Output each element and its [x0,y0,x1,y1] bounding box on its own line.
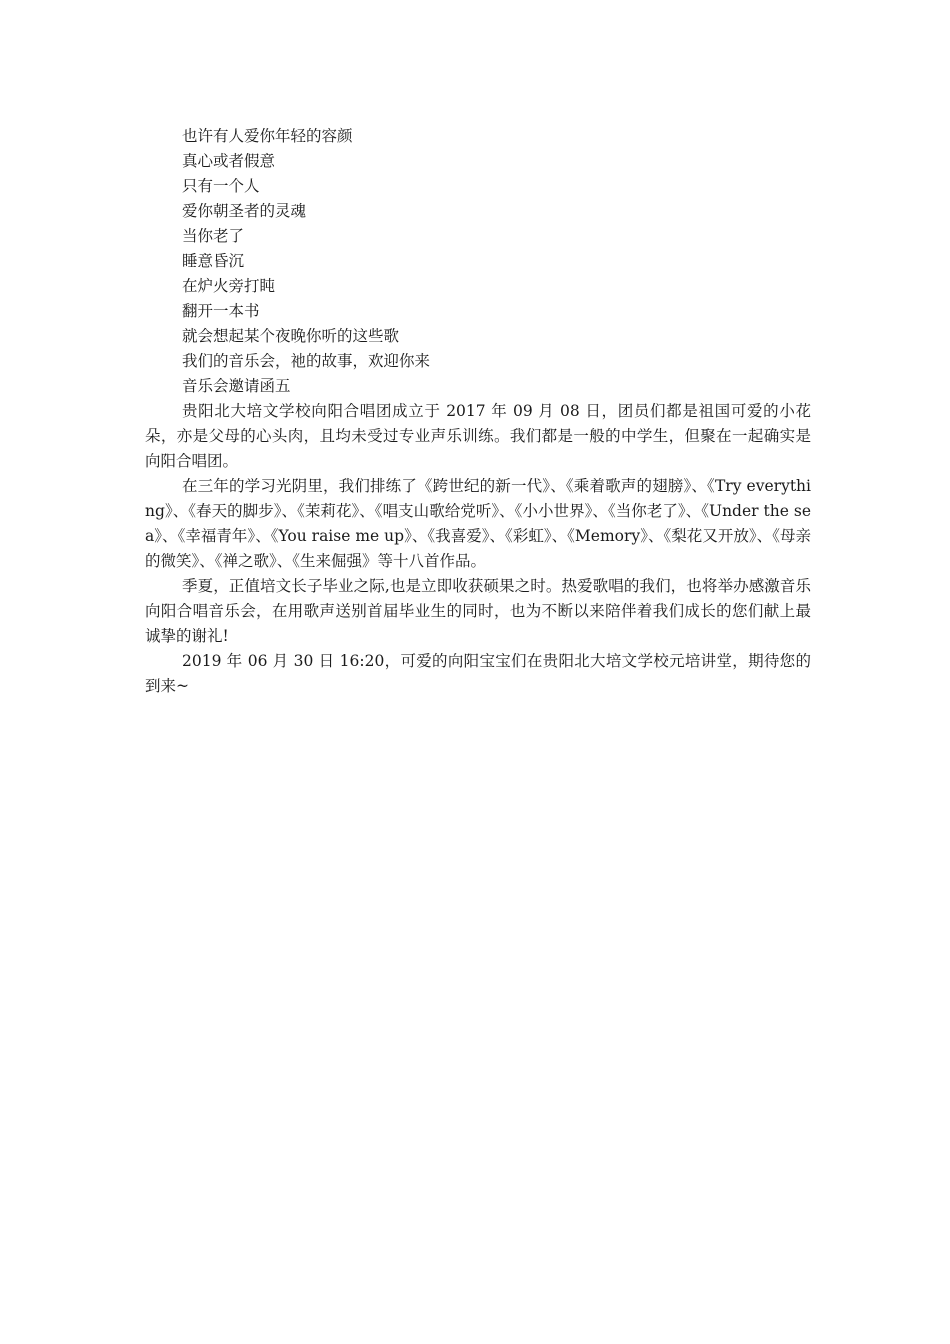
intro-paragraph: 贵阳北大培文学校向阳合唱团成立于 2017 年 09 月 08 日，团员们都是祖国可爱的小花朵，亦是父母的心头肉，且均未受过专业声乐训练。我们都是一般的中学生，但聚在一起确实是向阳合唱团。 [145,402,811,470]
invitation-paragraph: 2019 年 06 月 30 日 16:20，可爱的向阳宝宝们在贵阳北大培文学校元培讲堂，期待您的到来~ [145,652,811,695]
poem-line: 真心或者假意 [182,152,276,170]
poem-line: 翻开一本书 [182,302,260,320]
poem-line: 也许有人爱你年轻的容颜 [182,127,353,145]
poem-line: 就会想起某个夜晚你听的这些歌 [182,327,400,345]
poem-line: 在炉火旁打盹 [182,277,276,295]
poem-line: 当你老了 [182,227,245,245]
section-title: 音乐会邀请函五 [182,377,291,395]
poem-line: 爱你朝圣者的灵魂 [182,202,307,220]
document-body [145,124,811,699]
poem-line: 睡意昏沉 [182,252,245,270]
repertoire-paragraph: 在三年的学习光阴里，我们排练了《跨世纪的新一代》、《乘着歌声的翅膀》、《Try everything》、《春天的脚步》、《茉莉花》、《唱支山歌给党听》、《小小世界》、《当你老了》、《Under the sea》、《幸福青年》、《You raise me up》、《我喜爱》、《彩虹》、《Memory》、《梨花又开放》、《母亲的微笑》、《禅之歌》、《生来倔强》等十八首作品。 [145,477,811,570]
poem-line: 我们的音乐会，祂的故事，欢迎你来 [182,352,431,370]
poem-line: 只有一个人 [182,177,260,195]
concert-paragraph: 季夏，正值培文长子毕业之际,也是立即收获硕果之时。热爱歌唱的我们，也将举办感激音乐向阳合唱音乐会，在用歌声送别首届毕业生的同时，也为不断以来陪伴着我们成长的您们献上最诚挚的谢礼! [145,577,811,645]
